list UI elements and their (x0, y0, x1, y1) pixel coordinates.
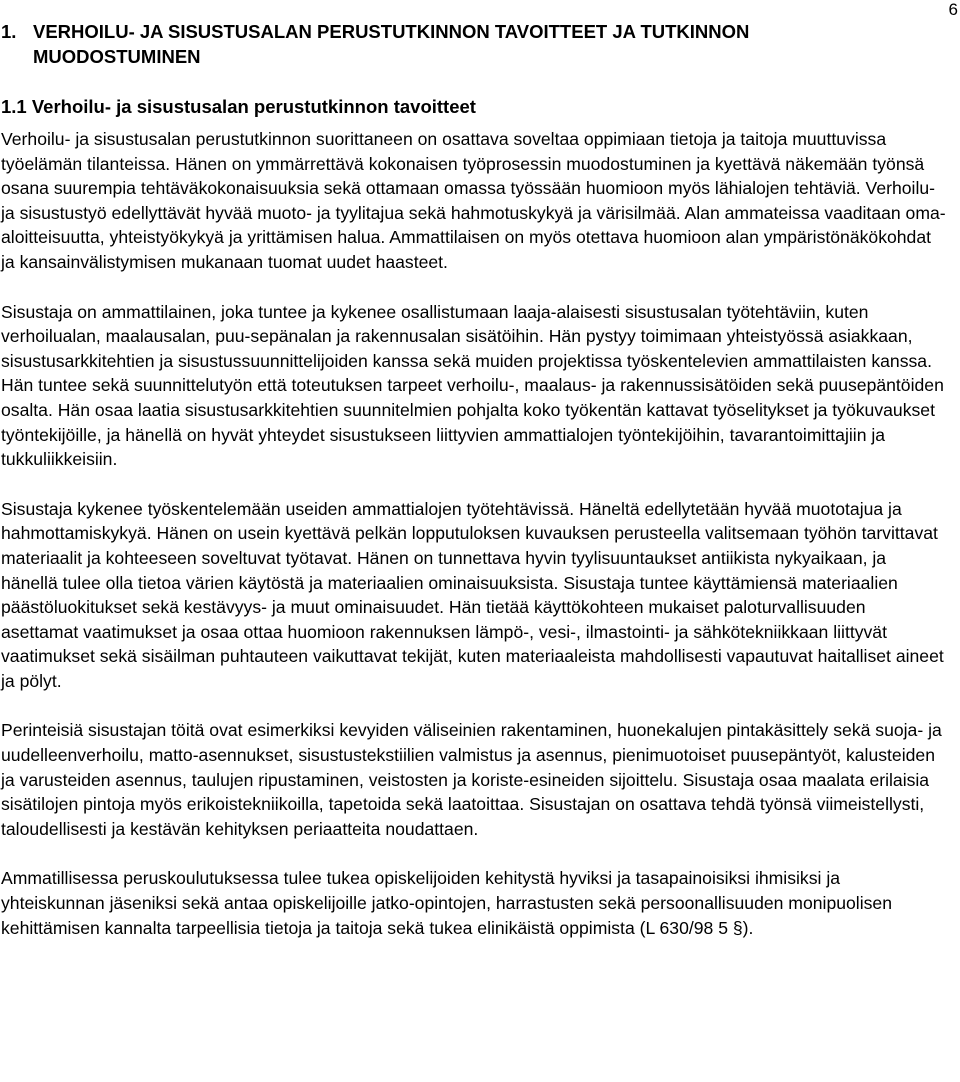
page-number: 6 (948, 0, 958, 19)
section-heading: 1.1 Verhoilu- ja sisustusalan perustutkinnon tavoitteet (1, 96, 476, 117)
paragraph-interior-decorator-role: Sisustaja on ammattilainen, joka tuntee ja kykenee osallistumaan laaja-alaisesti sisustusalan työtehtäviin, kuten verhoilualan, maalausalan, puu-sepänalan ja rakennusalan sisätöihin. Hän pystyy toimimaan yhteistyössä asiakkaan, sisustusarkkitehtien ja sisustussuunnittelijoiden kanssa sekä muiden projektissa työskentelevien ammattilaisten kanssa. Hän tuntee sekä suunnittelutyön että toteutuksen tarpeet verhoilu-, maalaus- ja rakennussisätöiden sekä puusepäntöiden osalta. Hän osaa laatia sisustusarkkitehtien suunnitelmien pohjalta koko työkentän kattavat työselitykset ja työkuvaukset työntekijöille, ja hänellä on hyvät yhteydet sisustukseen liittyvien ammattialojen työntekijöihin, tavarantoimittajiin ja tukkuliikkeisiin. (1, 301, 944, 470)
chapter-heading (1, 19, 901, 69)
paragraph-goals: Verhoilu- ja sisustusalan perustutkinnon suorittaneen on osattava soveltaa oppimiaan tietoja ja taitoja muuttuvissa työelämän tilanteissa. Hänen on ymmärrettävä kokonaisen työprosessin muodostuminen ja kyettävä näkemään työnsä osana suurempia tehtäväkokonaisuuksia sekä ottamaan omassa työssään huomioon myös lähialojen tehtäviä. Verhoilu- ja sisustustyö edellyttävät hyvää muoto- ja tyylitajua sekä hahmotuskykyä ja värisilmää. Alan ammateissa vaaditaan oma-aloitteisuutta, yhteistyökykyä ja yrittämisen halua. Ammattilaisen on myös otettava huomioon alan ympäristönäkökohdat ja kansainvälistymisen mukanaan tuomat uudet haasteet. (1, 129, 946, 272)
body-text (1, 127, 946, 965)
chapter-title-line1: VERHOILU- JA SISUSTUSALAN PERUSTUTKINNON TAVOITTEET JA TUTKINNON (33, 21, 750, 42)
paragraph-skills: Sisustaja kykenee työskentelemään useiden ammattialojen työtehtävissä. Häneltä edellytetään hyvää muototajua ja hahmottamiskykyä. Hänen on usein kyettävä pelkän lopputuloksen kuvauksen perusteella valitsemaan työhön tarvittavat materiaalit ja kohteeseen soveltuvat työtavat. Hänen on tunnettava hyvin tyylisuuntaukset antiikista nykyaikaan, ja hänellä tulee olla tietoa värien käytöstä ja materiaalien ominaisuuksista. Sisustaja tuntee käyttämiensä materiaalien päästöluokitukset sekä kestävyys- ja muut ominaisuudet. Hän tietää käyttökohteen mukaiset paloturvallisuuden asettamat vaatimukset ja osaa ottaa huomioon rakennuksen lämpö-, vesi-, ilmastointi- ja sähkötekniikkaan liittyvät vaatimukset sekä sisäilman puhtauteen vaikuttavat tekijät, kuten materiaaleista mahdollisesti vapautuvat haitalliset aineet ja pölyt. (1, 498, 944, 691)
paragraph-traditional-work: Perinteisiä sisustajan töitä ovat esimerkiksi kevyiden väliseinien rakentaminen, huonekalujen pintakäsittely sekä suoja- ja uudelleenverhoilu, matto-asennukset, sisustustekstiilien valmistus ja asennus, pienimuotoiset puusepäntyöt, kalusteiden ja varusteiden asennus, taulujen ripustaminen, veistosten ja koriste-esineiden sijoittelu. Sisustaja osaa maalata erilaisia sisätilojen pintoja myös erikoistekniikoilla, tapetoida sekä laatoittaa. Sisustajan on osattava tehdä työnsä viimeistellysti, taloudellisesti ja kestävän kehityksen periaatteita noudattaen. (1, 720, 942, 839)
chapter-number: 1. (1, 21, 17, 42)
chapter-title-line2: MUODOSTUMINEN (33, 46, 201, 67)
paragraph-vocational-education: Ammatillisessa peruskoulutuksessa tulee tukea opiskelijoiden kehitystä hyviksi ja tasapainoisiksi ihmisiksi ja yhteiskunnan jäseniksi sekä antaa opiskelijoille jatko-opintojen, harrastusten sekä persoonallisuuden monipuolisen kehittämisen kannalta tarpeellisia tietoja ja taitoja sekä tukea elinikäistä oppimista (L 630/98 5 §). (1, 868, 892, 938)
